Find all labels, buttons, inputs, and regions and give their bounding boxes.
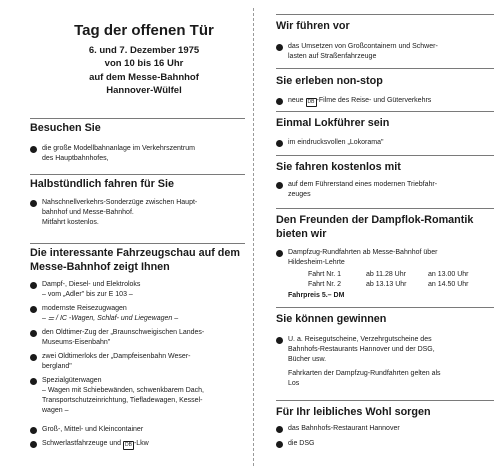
db-logo-icon: DB: [123, 441, 134, 450]
section-title-lokfuehrer: Einmal Lokführer sein: [276, 117, 390, 129]
bullet-icon: [276, 426, 283, 433]
list-item: modernste Reisezugwagen – ⚌ / IC -Wagen, Schlaf- und Liegewagen –: [42, 305, 179, 322]
list-item: zwei Oldtimerloks der „Dampfeisenbahn Weser- bergland": [42, 353, 191, 370]
bullet-icon: [30, 200, 37, 207]
bullet-icon: [276, 98, 283, 105]
list-item: Spezialgüterwagen – Wagen mit Schiebewänden, schwenkbarem Dach, Transportschutzeinrichtung, Tiefladewagen, Kessel- wagen –: [42, 377, 204, 414]
section-title-fahrzeugschau: Die interessante Fahrzeugschau auf dem Messe-Bahnhof zeigt Ihnen: [30, 247, 241, 273]
column-divider: [253, 8, 254, 466]
list-item: Dampfzug-Rundfahrten ab Messe-Bahnhof über Hildesheim-Lehrte Fahrt Nr. 1 ab 11.28 Uhr an 13.00 Uhr Fahrt Nr. 2 ab 13.13 Uhr an 14.50 Uhr Fahrpreis 5.– DM: [288, 248, 498, 301]
event-dates: 6. und 7. Dezember 1975: [88, 45, 200, 56]
section-title-besuchen: Besuchen Sie: [30, 122, 101, 134]
bullet-icon: [276, 182, 283, 189]
section-title-gewinnen: Sie können gewinnen: [276, 313, 387, 325]
list-item: U. a. Reisegutscheine, Verzehrgutscheine des Bahnhofs-Restaurants Hannover und der DSG, Bücher usw. Fahrkarten der Dampfzug-Rundfahrten gelten als Los: [288, 336, 441, 387]
bullet-icon: [276, 250, 283, 257]
section-rule: [276, 68, 494, 69]
event-place: Hannover-Wülfel: [106, 85, 182, 97]
section-rule: [30, 118, 245, 119]
section-title-non-stop: Sie erleben non-stop: [276, 75, 383, 87]
bullet-icon: [276, 140, 283, 147]
bullet-icon: [30, 330, 37, 337]
section-rule: [30, 174, 245, 175]
section-rule: [276, 208, 494, 209]
bullet-icon: [276, 337, 283, 344]
bullet-icon: [30, 306, 37, 313]
bullet-icon: [276, 44, 283, 51]
bullet-icon: [276, 441, 283, 448]
list-item: auf dem Führerstand eines modernen Triebfahr- zeuges: [288, 181, 438, 198]
section-rule: [276, 14, 494, 15]
list-item: Schwerlastfahrzeuge und DB -Lkw: [42, 440, 149, 448]
bullet-icon: [30, 427, 37, 434]
trip-price: Fahrpreis 5.– DM: [288, 292, 345, 299]
list-item: die DSG: [288, 440, 315, 447]
section-title-halbstuendlich: Halbstündlich fahren für Sie: [30, 178, 174, 190]
bullet-icon: [30, 441, 37, 448]
list-item: den Oldtimer-Zug der „Braunschweigischen Landes- Museums-Eisenbahn": [42, 329, 205, 346]
event-location: auf dem Messe-Bahnhof: [89, 71, 199, 83]
section-rule: [30, 243, 245, 244]
bullet-icon: [30, 354, 37, 361]
section-title-wohl: Für Ihr leibliches Wohl sorgen: [276, 406, 431, 418]
section-rule: [276, 307, 494, 308]
db-logo-icon: DB: [306, 98, 317, 107]
section-title-kostenlos: Sie fahren kostenlos mit: [276, 161, 401, 173]
list-item: Nahschnellverkehrs-Sonderzüge zwischen Haupt- bahnhof und Messe-Bahnhof. Mitfahrt kostenlos.: [42, 199, 198, 226]
list-item: Dampf-, Diesel- und Elektroloks – vom „Adler" bis zur E 103 –: [42, 281, 141, 298]
bullet-icon: [30, 146, 37, 153]
event-title: Tag der offenen Tür: [74, 22, 214, 39]
bullet-icon: [30, 378, 37, 385]
list-item: neue DB -Filme des Reise- und Güterverkehrs: [288, 97, 432, 105]
trip-row: Fahrt Nr. 1 ab 11.28 Uhr an 13.00 Uhr: [308, 271, 469, 278]
list-item: im eindrucksvollen „Lokorama": [288, 139, 384, 146]
section-title-dampflok: Den Freunden der Dampflok-Romantik bieten wir: [276, 214, 474, 240]
section-title-vorfuehren: Wir führen vor: [276, 20, 350, 32]
bullet-icon: [30, 282, 37, 289]
section-rule: [276, 400, 494, 401]
section-rule: [276, 111, 494, 112]
list-item: das Bahnhofs-Restaurant Hannover: [288, 425, 400, 432]
event-header: [40, 22, 248, 98]
list-item: das Umsetzen von Großcontainern und Schwer- lasten auf Straßenfahrzeuge: [288, 43, 438, 60]
list-item: die große Modellbahnanlage im Verkehrszentrum des Hauptbahnhofes,: [42, 145, 195, 162]
trip-row: Fahrt Nr. 2 ab 13.13 Uhr an 14.50 Uhr: [308, 281, 469, 288]
event-hours: von 10 bis 16 Uhr: [104, 58, 184, 70]
left-column: [0, 0, 248, 448]
list-item: Groß-, Mittel- und Kleincontainer: [42, 426, 144, 433]
section-rule: [276, 155, 494, 156]
